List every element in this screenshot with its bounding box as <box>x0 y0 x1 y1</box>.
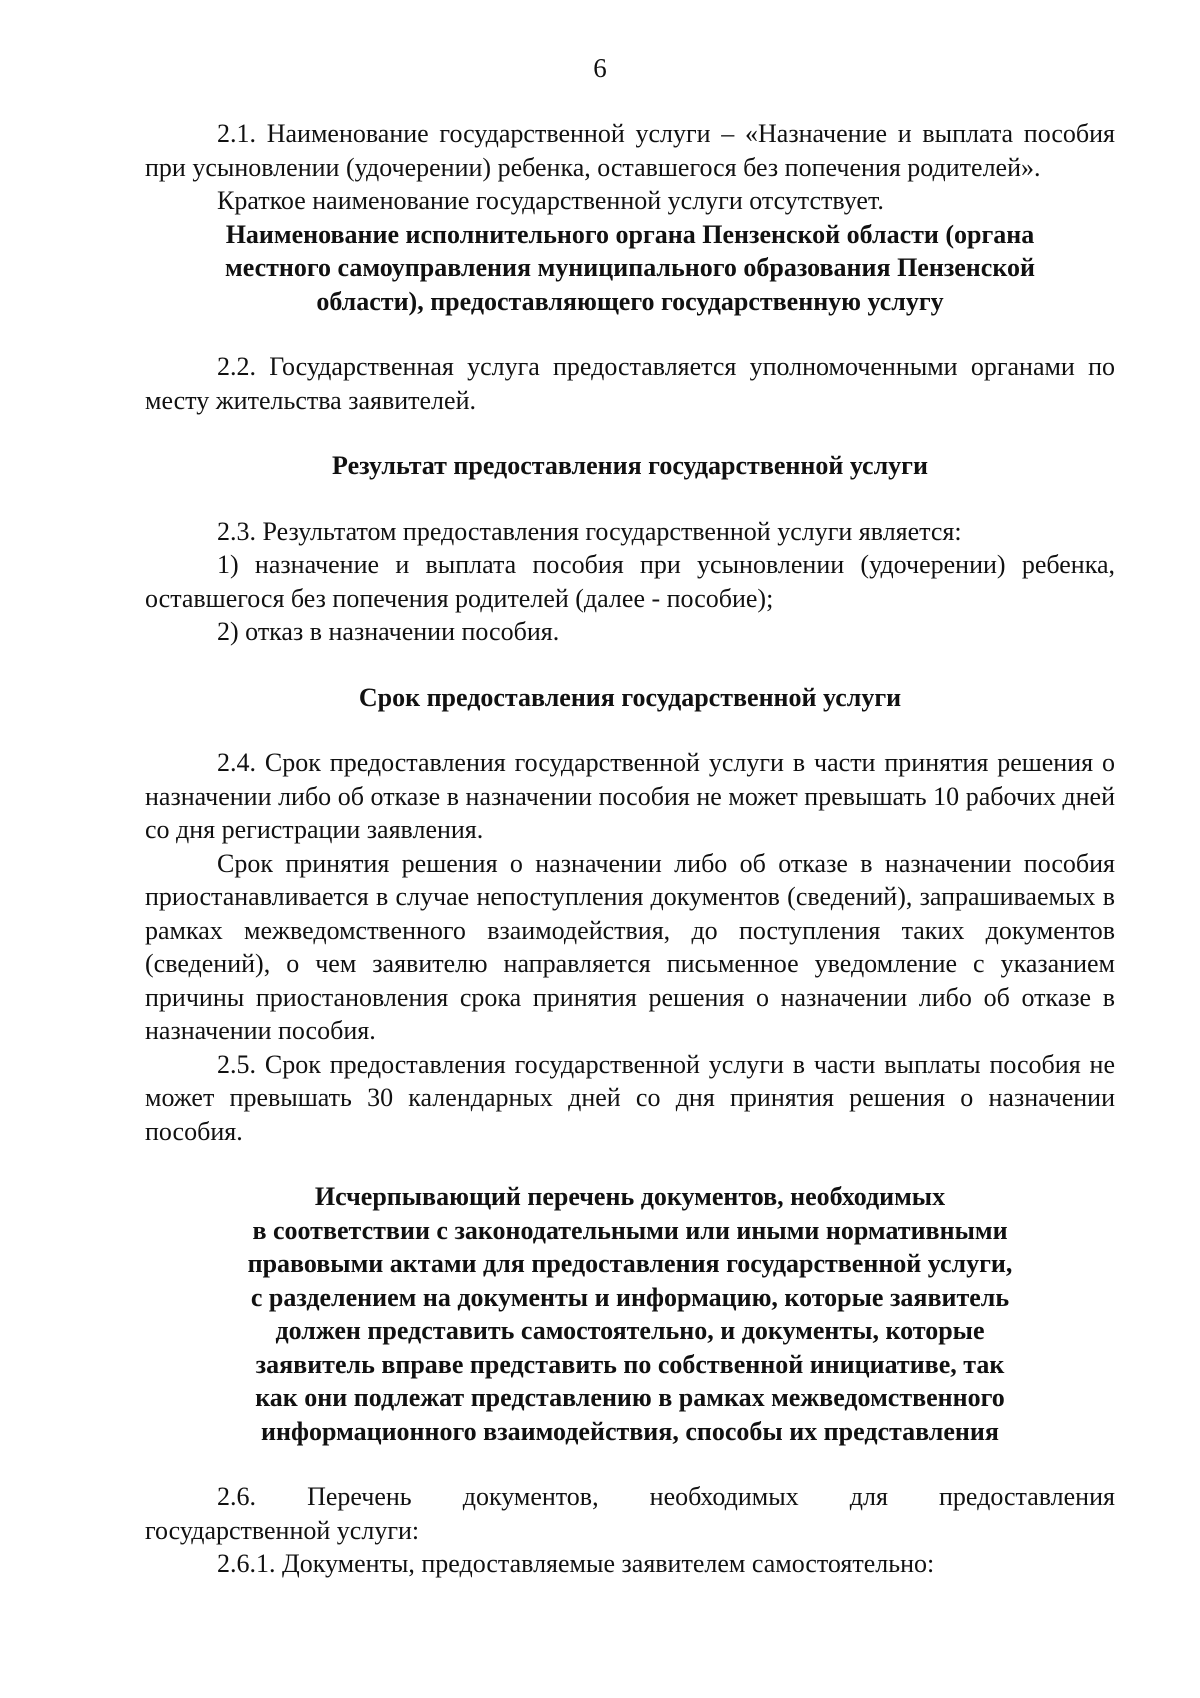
document-body <box>145 117 1115 1581</box>
heading-line: как они подлежат представлению в рамках межведомственного <box>255 1383 1005 1412</box>
word: для <box>849 1482 888 1511</box>
spacer <box>145 649 1115 681</box>
heading-line: информационного взаимодействия, способы их представления <box>261 1416 999 1446</box>
heading-line: должен представить самостоятельно, и документы, которые <box>275 1316 985 1345</box>
page-number: 6 <box>593 53 607 83</box>
word: необходимых <box>649 1482 799 1511</box>
paragraph-2-1: 2.1. Наименование государственной услуги – «Назначение и выплата пособия при усыновлении (удочерении) ребенка, оставшегося без попечения родителей». <box>145 119 1115 182</box>
spacer <box>145 1448 1115 1480</box>
paragraph-2-4: 2.4. Срок предоставления государственной услуги в части принятия решения о назначении либо об отказе в назначении пособия не может превышать 10 рабочих дней со дня регистрации заявления. <box>145 748 1115 844</box>
paragraph-2-5: 2.5. Срок предоставления государственной услуги в части выплаты пособия не может превышать 30 календарных дней со дня принятия решения о назначении пособия. <box>145 1049 1115 1146</box>
heading-line: области), предоставляющего государственную услугу <box>316 286 944 316</box>
word: документов, <box>462 1482 599 1511</box>
heading-line: Наименование исполнительного органа Пензенской области (органа <box>225 219 1035 249</box>
heading-line: Исчерпывающий перечень документов, необходимых <box>314 1182 946 1211</box>
heading-result: Результат предоставления государственной услуги <box>332 451 928 480</box>
paragraph-2-4-suspension: Срок принятия решения о назначении либо об отказе в назначении пособия приостанавливается в случае непоступления документов (сведений), запрашиваемых в рамках межведомственного взаимодействия, до поступления таких документов (сведений), о чем заявителю направляется письменное уведомление с указанием причины приостановления срока принятия решения о назначении либо об отказе в назначении пособия. <box>145 848 1115 1045</box>
paragraph-2-2: 2.2. Государственная услуга предоставляется уполномоченными органами по месту жительства заявителей. <box>145 352 1115 415</box>
heading-documents-list <box>145 1180 1115 1448</box>
paragraph-2-3-item-1: 1) назначение и выплата пособия при усыновлении (удочерении) ребенка, оставшегося без попечения родителей (далее - пособие); <box>145 550 1115 613</box>
heading-line: с разделением на документы и информацию, которые заявитель <box>250 1282 1010 1312</box>
paragraph-short-name: Краткое наименование государственной услуги отсутствует. <box>217 186 884 215</box>
word: Перечень <box>307 1482 412 1511</box>
paragraph-2-6-second-line: государственной услуги: <box>145 1515 420 1545</box>
word: 2.6. <box>217 1482 256 1511</box>
spacer <box>145 1148 1115 1180</box>
heading-executive-organ <box>145 218 1115 319</box>
heading-line: в соответствии с законодательными или иными нормативными <box>252 1215 1008 1245</box>
paragraph-2-6-1: 2.6.1. Документы, предоставляемые заявителем самостоятельно: <box>217 1549 935 1578</box>
spacer <box>145 318 1115 350</box>
paragraph-2-6-first-line <box>145 1480 1115 1514</box>
heading-line: заявитель вправе представить по собственной инициативе, так <box>255 1349 1005 1379</box>
heading-line: правовыми актами для предоставления государственной услуги, <box>247 1249 1013 1278</box>
spacer <box>145 714 1115 746</box>
spacer <box>145 483 1115 515</box>
heading-line: местного самоуправления муниципального образования Пензенской <box>225 253 1035 282</box>
spacer <box>145 417 1115 449</box>
paragraph-2-3-item-2: 2) отказ в назначении пособия. <box>217 617 560 646</box>
word: предоставления <box>938 1482 1115 1511</box>
heading-term: Срок предоставления государственной услуги <box>358 682 902 712</box>
paragraph-2-3: 2.3. Результатом предоставления государственной услуги является: <box>217 516 962 546</box>
